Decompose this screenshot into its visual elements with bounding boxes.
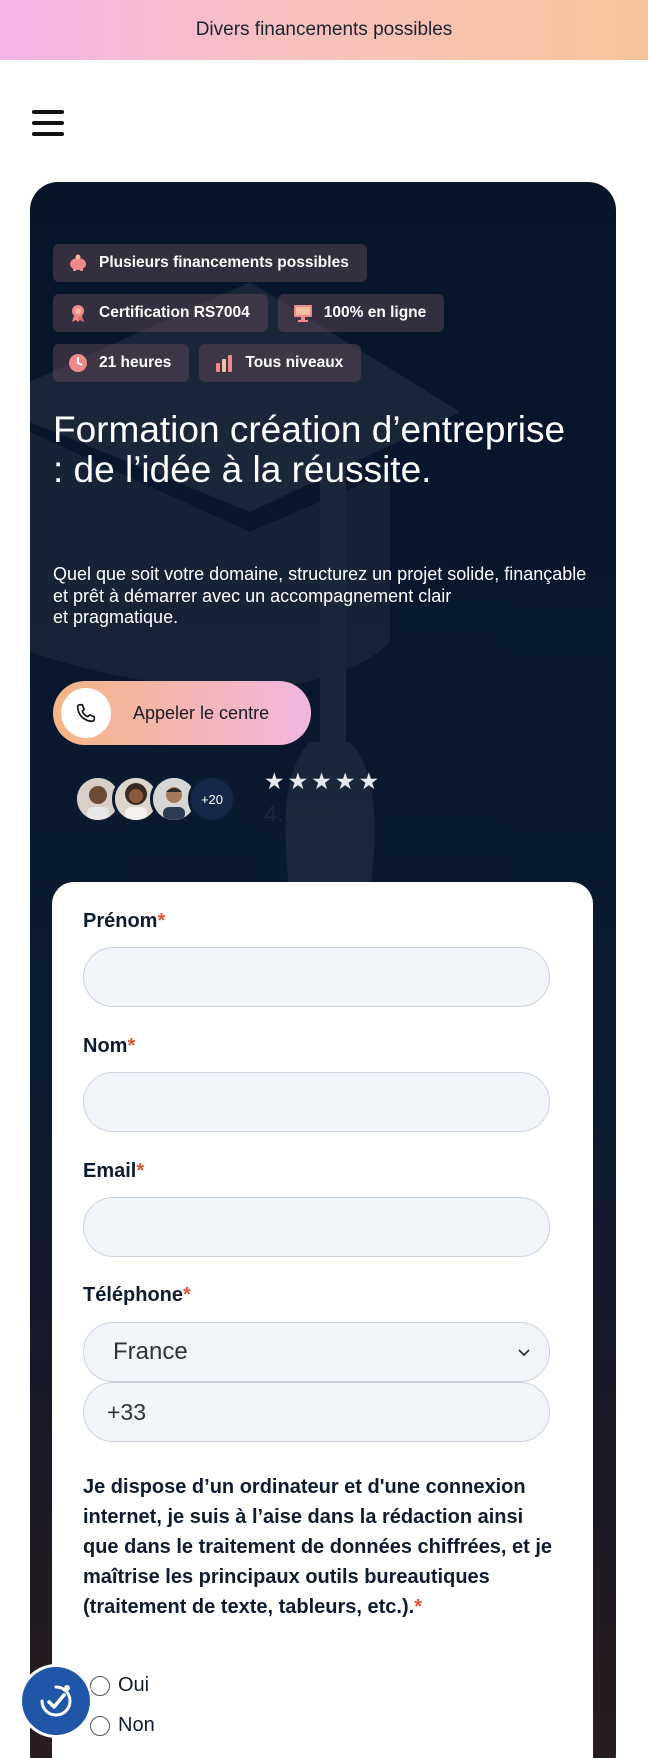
first-name-label: Prénom* — [83, 910, 166, 932]
phone-icon — [61, 688, 111, 738]
country-select[interactable] — [83, 1322, 550, 1382]
badge-certification — [53, 294, 268, 332]
phone-input[interactable] — [83, 1382, 550, 1442]
site-header — [0, 60, 648, 182]
page-title: Formation création d’entreprise : de l’idée à la réussite. — [53, 409, 566, 490]
phone-label: Téléphone* — [83, 1284, 191, 1306]
phone-prefix: +33 — [107, 1398, 147, 1425]
radio-no[interactable] — [90, 1716, 110, 1736]
star-icon: ★ — [358, 768, 380, 794]
chevron-down-icon — [517, 1345, 531, 1361]
hamburger-menu-icon[interactable] — [32, 110, 64, 138]
rating-stars — [264, 770, 379, 793]
last-name-input[interactable] — [83, 1072, 550, 1132]
email-label: Email* — [83, 1160, 145, 1182]
country-value: France — [113, 1338, 188, 1365]
rating-text: 4.8 sur 5 — [264, 801, 358, 828]
certificate-icon — [67, 302, 89, 324]
first-name-input[interactable] — [83, 947, 550, 1007]
testimonial-avatars — [74, 775, 236, 823]
star-icon: ★ — [334, 768, 356, 794]
hero-description: Quel que soit votre domaine, structurez un projet solide, finançable et prêt à démarrer avec un accompagnement clair et pragmatique. — [53, 564, 587, 627]
email-input[interactable] — [83, 1197, 550, 1257]
avatar-more-count: +20 — [188, 775, 236, 823]
accessibility-button[interactable] — [22, 1667, 90, 1735]
badge-duration — [53, 344, 189, 382]
rating — [264, 770, 379, 829]
clock-icon — [67, 352, 89, 374]
badge-level — [199, 344, 361, 382]
call-center-button[interactable] — [53, 681, 311, 745]
piggy-bank-icon — [67, 252, 89, 274]
accessibility-icon — [34, 1679, 78, 1723]
option-yes-label: Oui — [118, 1674, 150, 1696]
star-icon: ★ — [264, 768, 285, 794]
option-no[interactable] — [90, 1714, 155, 1737]
star-icon: ★ — [311, 768, 332, 794]
call-button-label: Appeler le centre — [133, 702, 270, 723]
option-yes[interactable] — [90, 1674, 149, 1697]
eligibility-question: Je dispose d’un ordinateur et d'une connexion internet, je suis à l’aise dans la rédaction ainsi que dans le traitement de données chiffrées, et je maîtrise les principaux outils bureautiques (traitement de texte, tableurs, etc.).* — [83, 1476, 553, 1618]
top-banner — [0, 0, 648, 60]
badge-label: Tous niveaux — [245, 354, 344, 371]
banner-text: Divers financements possibles — [195, 19, 453, 40]
badge-label: 100% en ligne — [323, 304, 427, 321]
badge-online — [278, 294, 445, 332]
monitor-icon — [292, 302, 314, 324]
option-no-label: Non — [118, 1714, 155, 1736]
badge-financements — [53, 244, 367, 282]
level-bars-icon — [213, 352, 235, 374]
star-icon: ★ — [287, 768, 309, 794]
contact-form — [52, 882, 593, 1758]
last-name-label: Nom* — [83, 1035, 136, 1057]
radio-yes[interactable] — [90, 1676, 110, 1696]
hero-section — [30, 182, 616, 1758]
badge-label: Plusieurs financements possibles — [99, 254, 349, 271]
feature-badges — [53, 244, 593, 394]
badge-label: Certification RS7004 — [99, 304, 250, 321]
badge-label: 21 heures — [99, 354, 172, 371]
